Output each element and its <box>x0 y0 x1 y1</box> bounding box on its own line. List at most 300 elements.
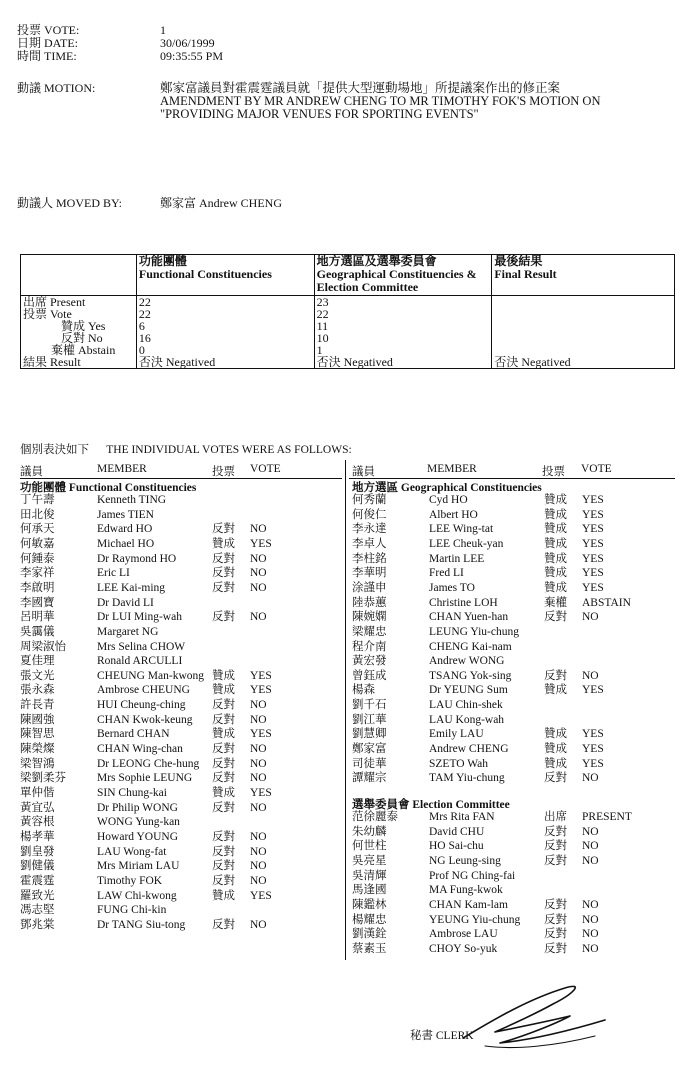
vote-zh: 反對 <box>212 699 235 712</box>
member-name-en: TSANG Yok-sing <box>429 669 512 682</box>
member-name-en: LEE Kai-ming <box>97 581 166 594</box>
vote-label: 投票 VOTE: <box>17 23 80 37</box>
summary-header-gc: 地方選區及選舉委員會 Geographical Constituencies & Election Committee <box>314 255 492 296</box>
ec-member-row <box>352 927 672 942</box>
vote-zh: 贊成 <box>212 537 235 550</box>
member-name-en: LEE Wing-tat <box>429 523 494 536</box>
member-name-en: David CHU <box>429 825 485 838</box>
right-section-title: 地方選區 Geographical Constituencies <box>352 482 542 494</box>
member-name-en: NG Leung-sing <box>429 854 501 867</box>
member-name-zh: 羅致光 <box>20 889 55 902</box>
member-name-en: Bernard CHAN <box>97 728 170 741</box>
vote-en: YES <box>582 552 604 565</box>
vote-zh: 反對 <box>544 825 567 838</box>
left-header-vote-en: VOTE <box>250 463 281 475</box>
summary-fc-vote: 22 <box>136 308 314 320</box>
vote-en: NO <box>582 942 599 955</box>
ec-member-row <box>352 825 672 840</box>
vote-zh: 贊成 <box>544 567 567 580</box>
member-name-en: Cyd HO <box>429 494 468 506</box>
member-name-en: Mrs Selina CHOW <box>97 640 186 653</box>
member-name-en: HO Sai-chu <box>429 840 484 853</box>
member-name-zh: 曾鈺成 <box>352 669 387 682</box>
member-name-zh: 周梁淑怡 <box>20 640 66 653</box>
vote-en: YES <box>250 787 272 799</box>
summary-fc-abstain: 0 <box>136 344 314 356</box>
vote-zh: 贊成 <box>544 757 567 770</box>
member-name-en: James TIEN <box>97 508 154 521</box>
gc-member-row <box>352 610 672 625</box>
fc-member-row <box>20 640 340 655</box>
fc-member-row <box>20 508 340 523</box>
member-name-en: TAM Yiu-chung <box>429 772 505 785</box>
member-name-en: Mrs Sophie LEUNG <box>97 772 193 785</box>
vote-zh: 反對 <box>544 854 567 867</box>
member-name-en: Martin LEE <box>429 552 485 565</box>
fc-member-row <box>20 566 340 581</box>
vote-en: ABSTAIN <box>582 596 631 609</box>
vote-zh: 棄權 <box>544 596 567 609</box>
member-name-zh: 陳智思 <box>20 728 55 741</box>
member-name-en: CHAN Kwok-keung <box>97 713 193 726</box>
vote-zh: 贊成 <box>544 508 567 521</box>
fc-member-row <box>20 918 340 933</box>
fc-member-row <box>20 552 340 567</box>
member-name-zh: 李柱銘 <box>352 552 387 565</box>
left-header-member-zh: 議員 <box>20 466 43 478</box>
ec-member-row <box>352 869 672 884</box>
member-name-zh: 陳榮燦 <box>20 743 55 756</box>
vote-en: NO <box>250 743 267 756</box>
summary-final-present <box>492 296 675 309</box>
vote-en: YES <box>582 494 604 506</box>
vote-zh: 反對 <box>544 840 567 853</box>
member-name-en: Christine LOH <box>429 596 498 609</box>
member-name-zh: 李卓人 <box>352 537 387 550</box>
gc-member-row <box>352 493 672 508</box>
member-name-zh: 鄧兆棠 <box>20 918 55 931</box>
member-name-en: Dr Philip WONG <box>97 801 178 814</box>
vote-en: YES <box>250 889 272 902</box>
vote-en: YES <box>582 523 604 536</box>
member-name-zh: 楊森 <box>352 684 375 697</box>
member-name-zh: 黃宏發 <box>352 655 387 668</box>
member-name-zh: 許長青 <box>20 699 55 712</box>
vote-en: NO <box>250 581 267 594</box>
fc-member-row <box>20 522 340 537</box>
summary-final-no <box>492 332 675 344</box>
member-name-en: MA Fung-kwok <box>429 884 503 897</box>
vote-zh: 贊成 <box>544 728 567 741</box>
fc-member-row <box>20 771 340 786</box>
vote-value: 1 <box>160 23 166 37</box>
motion-title-zh: 鄭家富議員對霍震霆議員就「提供大型運動場地」所提議案作出的修正案 <box>160 81 561 95</box>
vote-zh: 贊成 <box>212 787 235 799</box>
ec-member-row <box>352 898 672 913</box>
fc-member-row <box>20 845 340 860</box>
member-name-zh: 吳靄儀 <box>20 625 55 638</box>
vote-zh: 反對 <box>212 611 235 624</box>
member-name-en: Fred LI <box>429 567 464 580</box>
member-name-en: Andrew CHENG <box>429 743 509 756</box>
summary-label-abstain: 棄權 Abstain <box>21 344 137 356</box>
member-name-zh: 朱幼麟 <box>352 825 387 838</box>
fc-member-row <box>20 669 340 684</box>
member-name-zh: 鄭家富 <box>352 743 387 756</box>
vote-zh: 反對 <box>212 743 235 756</box>
member-name-en: SIN Chung-kai <box>97 787 167 799</box>
member-name-en: Emily LAU <box>429 728 484 741</box>
member-name-en: Timothy FOK <box>97 874 163 887</box>
vote-zh: 出席 <box>544 811 567 823</box>
vote-zh: 贊成 <box>212 669 235 682</box>
member-name-zh: 吳清輝 <box>352 869 387 882</box>
member-name-zh: 劉健儀 <box>20 860 55 873</box>
summary-fc-present: 22 <box>136 296 314 309</box>
vote-zh: 反對 <box>212 757 235 770</box>
date-value: 30/06/1999 <box>160 36 215 50</box>
member-name-zh: 劉皇發 <box>20 845 55 858</box>
member-name-zh: 陳婉嫻 <box>352 611 387 624</box>
member-name-zh: 馬逢國 <box>352 884 387 897</box>
summary-gc-vote: 22 <box>314 308 492 320</box>
fc-member-row <box>20 903 340 918</box>
vote-en: NO <box>250 830 267 843</box>
member-name-en: CHAN Kam-lam <box>429 898 508 911</box>
member-name-zh: 馮志堅 <box>20 904 55 917</box>
gc-member-row <box>352 683 672 698</box>
vote-en: YES <box>250 669 272 682</box>
vote-en: NO <box>582 669 599 682</box>
vote-zh: 反對 <box>212 552 235 565</box>
member-name-zh: 司徒華 <box>352 757 387 770</box>
member-name-zh: 楊孝華 <box>20 830 55 843</box>
vote-zh: 反對 <box>212 845 235 858</box>
member-name-zh: 霍震霆 <box>20 874 55 887</box>
summary-gc-result: 否決 Negatived <box>314 356 492 369</box>
date-label: 日期 DATE: <box>17 36 78 50</box>
member-name-zh: 李華明 <box>352 567 387 580</box>
summary-final-yes <box>492 320 675 332</box>
vote-en: YES <box>582 757 604 770</box>
member-name-zh: 楊耀忠 <box>352 913 387 926</box>
gc-member-row <box>352 727 672 742</box>
member-name-zh: 范徐麗泰 <box>352 811 398 823</box>
ec-member-row <box>352 942 672 957</box>
member-name-en: Ambrose CHEUNG <box>97 684 190 697</box>
member-name-en: Dr LEONG Che-hung <box>97 757 200 770</box>
vote-zh: 反對 <box>212 918 235 931</box>
gc-member-row <box>352 508 672 523</box>
summary-label-no: 反對 No <box>21 332 137 344</box>
vote-zh: 反對 <box>544 942 567 955</box>
vote-zh: 贊成 <box>212 889 235 902</box>
time-label: 時間 TIME: <box>17 49 77 63</box>
ec-section-title: 選舉委員會 Election Committee <box>352 799 510 811</box>
member-name-en: CHAN Yuen-han <box>429 611 509 624</box>
fc-member-row <box>20 742 340 757</box>
member-name-en: Albert HO <box>429 508 478 521</box>
gc-member-row <box>352 713 672 728</box>
member-name-en: Howard YOUNG <box>97 830 179 843</box>
summary-fc-result: 否決 Negatived <box>136 356 314 369</box>
vote-zh: 贊成 <box>544 537 567 550</box>
member-name-zh: 涂謹申 <box>352 581 387 594</box>
member-name-zh: 梁劉柔芬 <box>20 772 66 785</box>
vote-en: YES <box>582 684 604 697</box>
left-section-title: 功能團體 Functional Constituencies <box>20 482 197 494</box>
summary-gc-abstain: 1 <box>314 344 492 356</box>
member-name-en: Dr Raymond HO <box>97 552 177 565</box>
member-name-en: HUI Cheung-ching <box>97 699 186 712</box>
gc-member-row <box>352 669 672 684</box>
member-name-zh: 李啟明 <box>20 581 55 594</box>
ec-member-row <box>352 854 672 869</box>
member-name-zh: 劉慧卿 <box>352 728 387 741</box>
vote-en: YES <box>250 728 272 741</box>
vote-en: NO <box>250 567 267 580</box>
member-name-zh: 陳鑑林 <box>352 898 387 911</box>
member-name-zh: 何秀蘭 <box>352 494 387 506</box>
member-name-zh: 梁智鴻 <box>20 757 55 770</box>
member-name-zh: 黃容根 <box>20 816 55 829</box>
member-name-en: Mrs Rita FAN <box>429 811 495 823</box>
vote-zh: 贊成 <box>544 743 567 756</box>
member-name-zh: 夏佳理 <box>20 655 55 668</box>
vote-zh: 反對 <box>212 830 235 843</box>
member-name-en: Edward HO <box>97 523 153 536</box>
fc-member-row <box>20 625 340 640</box>
vote-en: NO <box>582 840 599 853</box>
vote-zh: 贊成 <box>544 581 567 594</box>
gc-member-row <box>352 742 672 757</box>
member-name-zh: 呂明華 <box>20 611 55 624</box>
member-name-en: Prof NG Ching-fai <box>429 869 516 882</box>
vote-en: NO <box>250 699 267 712</box>
clerk-label: 秘書 CLERK <box>410 1030 474 1042</box>
gc-member-row <box>352 640 672 655</box>
member-name-en: LEE Cheuk-yan <box>429 537 504 550</box>
member-name-en: Mrs Miriam LAU <box>97 860 180 873</box>
gc-member-row <box>352 698 672 713</box>
vote-zh: 反對 <box>544 898 567 911</box>
member-name-zh: 劉江華 <box>352 713 387 726</box>
left-header-vote-zh: 投票 <box>212 466 235 478</box>
vote-en: NO <box>250 772 267 785</box>
summary-gc-no: 10 <box>314 332 492 344</box>
member-name-en: SZETO Wah <box>429 757 489 770</box>
member-name-zh: 何世柱 <box>352 840 387 853</box>
column-divider <box>345 460 346 960</box>
member-name-en: Dr David LI <box>97 596 154 609</box>
member-name-zh: 陸恭蕙 <box>352 596 387 609</box>
gc-member-row <box>352 522 672 537</box>
vote-en: NO <box>250 523 267 536</box>
vote-zh: 贊成 <box>544 684 567 697</box>
summary-label-result: 結果 Result <box>21 356 137 369</box>
right-header-vote-zh: 投票 <box>542 466 565 478</box>
vote-en: PRESENT <box>582 811 632 823</box>
gc-member-row <box>352 552 672 567</box>
member-name-zh: 丁午壽 <box>20 494 55 506</box>
member-name-en: Margaret NG <box>97 625 159 638</box>
ec-member-row <box>352 883 672 898</box>
summary-fc-yes: 6 <box>136 320 314 332</box>
member-name-en: LEUNG Yiu-chung <box>429 625 519 638</box>
member-name-en: Eric LI <box>97 567 130 580</box>
vote-en: YES <box>582 581 604 594</box>
member-name-en: Dr TANG Siu-tong <box>97 918 186 931</box>
member-name-en: LAU Chin-shek <box>429 699 503 712</box>
fc-member-row <box>20 889 340 904</box>
fc-member-row <box>20 493 340 508</box>
fc-member-row <box>20 537 340 552</box>
left-header-member-en: MEMBER <box>97 463 147 475</box>
member-name-en: LAW Chi-kwong <box>97 889 177 902</box>
vote-en: NO <box>250 874 267 887</box>
member-name-en: James TO <box>429 581 475 594</box>
member-name-zh: 何承天 <box>20 523 55 536</box>
member-name-zh: 黃宜弘 <box>20 801 55 814</box>
vote-en: YES <box>582 728 604 741</box>
member-name-en: CHEUNG Man-kwong <box>97 669 205 682</box>
fc-member-row <box>20 713 340 728</box>
vote-en: NO <box>250 918 267 931</box>
summary-fc-no: 16 <box>136 332 314 344</box>
fc-member-row <box>20 610 340 625</box>
vote-en: NO <box>582 825 599 838</box>
summary-final-result: 否決 Negatived <box>492 356 675 369</box>
vote-en: YES <box>582 537 604 550</box>
moved-by-label: 動議人 MOVED BY: <box>17 196 122 210</box>
member-name-en: CHAN Wing-chan <box>97 743 183 756</box>
member-name-zh: 何敏嘉 <box>20 537 55 550</box>
fc-member-row <box>20 698 340 713</box>
clerk-signature <box>455 980 615 1055</box>
individual-votes-intro: 個別表決如下 THE INDIVIDUAL VOTES WERE AS FOLLOWS: <box>20 444 352 456</box>
summary-label-yes: 贊成 Yes <box>21 320 137 332</box>
summary-label-present: 出席 Present <box>21 296 137 309</box>
right-header-vote-en: VOTE <box>581 463 612 475</box>
right-header-member-en: MEMBER <box>427 463 477 475</box>
vote-en: NO <box>582 928 599 941</box>
member-name-en: CHOY So-yuk <box>429 942 498 955</box>
vote-en: NO <box>250 757 267 770</box>
vote-zh: 反對 <box>544 669 567 682</box>
vote-zh: 反對 <box>544 772 567 785</box>
summary-corner-cell <box>21 255 137 296</box>
vote-en: YES <box>250 684 272 697</box>
gc-member-row <box>352 654 672 669</box>
member-name-en: CHENG Kai-nam <box>429 640 512 653</box>
member-name-en: YEUNG Yiu-chung <box>429 913 521 926</box>
vote-en: NO <box>250 860 267 873</box>
fc-member-row <box>20 581 340 596</box>
vote-en: NO <box>582 854 599 867</box>
vote-zh: 贊成 <box>544 523 567 536</box>
vote-zh: 反對 <box>212 772 235 785</box>
member-name-zh: 蔡素玉 <box>352 942 387 955</box>
vote-zh: 反對 <box>544 913 567 926</box>
summary-header-final: 最後結果 Final Result <box>492 255 675 296</box>
member-name-zh: 李家祥 <box>20 567 55 580</box>
motion-label: 動議 MOTION: <box>17 81 96 95</box>
vote-zh: 反對 <box>212 567 235 580</box>
member-name-en: LAU Kong-wah <box>429 713 505 726</box>
ec-member-row <box>352 810 672 825</box>
fc-member-row <box>20 786 340 801</box>
member-name-zh: 何鍾泰 <box>20 552 55 565</box>
time-value: 09:35:55 PM <box>160 49 224 63</box>
member-name-en: Kenneth TING <box>97 494 167 506</box>
member-name-zh: 李國寶 <box>20 596 55 609</box>
vote-zh: 反對 <box>212 860 235 873</box>
vote-zh: 反對 <box>212 801 235 814</box>
member-name-en: LAU Wong-fat <box>97 845 167 858</box>
vote-zh: 反對 <box>212 523 235 536</box>
member-name-zh: 張永森 <box>20 684 55 697</box>
vote-en: NO <box>250 845 267 858</box>
vote-en: NO <box>582 772 599 785</box>
vote-en: NO <box>582 611 599 624</box>
gc-member-row <box>352 596 672 611</box>
member-name-zh: 吳亮星 <box>352 854 387 867</box>
summary-header-fc: 功能團體 Functional Constituencies <box>136 255 314 296</box>
ec-member-row <box>352 839 672 854</box>
ec-member-row <box>352 913 672 928</box>
summary-gc-present: 23 <box>314 296 492 309</box>
gc-member-row <box>352 566 672 581</box>
vote-en: YES <box>582 743 604 756</box>
gc-member-row <box>352 771 672 786</box>
vote-en: NO <box>582 898 599 911</box>
motion-title-en-2: "PROVIDING MAJOR VENUES FOR SPORTING EVENTS" <box>160 107 479 121</box>
member-name-zh: 劉千石 <box>352 699 387 712</box>
vote-zh: 反對 <box>212 713 235 726</box>
fc-member-row <box>20 757 340 772</box>
member-name-zh: 程介南 <box>352 640 387 653</box>
summary-final-vote <box>492 308 675 320</box>
fc-member-row <box>20 815 340 830</box>
fc-member-row <box>20 830 340 845</box>
vote-zh: 贊成 <box>544 494 567 506</box>
summary-gc-yes: 11 <box>314 320 492 332</box>
summary-table <box>20 254 675 369</box>
member-name-zh: 田北俊 <box>20 508 55 521</box>
fc-member-row <box>20 727 340 742</box>
vote-zh: 贊成 <box>212 728 235 741</box>
member-name-zh: 劉漢銓 <box>352 928 387 941</box>
fc-member-row <box>20 874 340 889</box>
fc-member-row <box>20 683 340 698</box>
member-name-en: Ronald ARCULLI <box>97 655 183 668</box>
member-name-zh: 陳國強 <box>20 713 55 726</box>
vote-en: NO <box>250 801 267 814</box>
vote-en: NO <box>582 913 599 926</box>
vote-zh: 贊成 <box>212 684 235 697</box>
vote-en: NO <box>250 552 267 565</box>
fc-member-row <box>20 596 340 611</box>
gc-member-row <box>352 757 672 772</box>
right-header-member-zh: 議員 <box>352 466 375 478</box>
summary-label-vote: 投票 Vote <box>21 308 137 320</box>
member-name-zh: 李永達 <box>352 523 387 536</box>
vote-zh: 反對 <box>212 581 235 594</box>
member-name-en: Andrew WONG <box>429 655 505 668</box>
vote-zh: 贊成 <box>544 552 567 565</box>
member-name-en: WONG Yung-kan <box>97 816 180 829</box>
vote-en: YES <box>250 537 272 550</box>
